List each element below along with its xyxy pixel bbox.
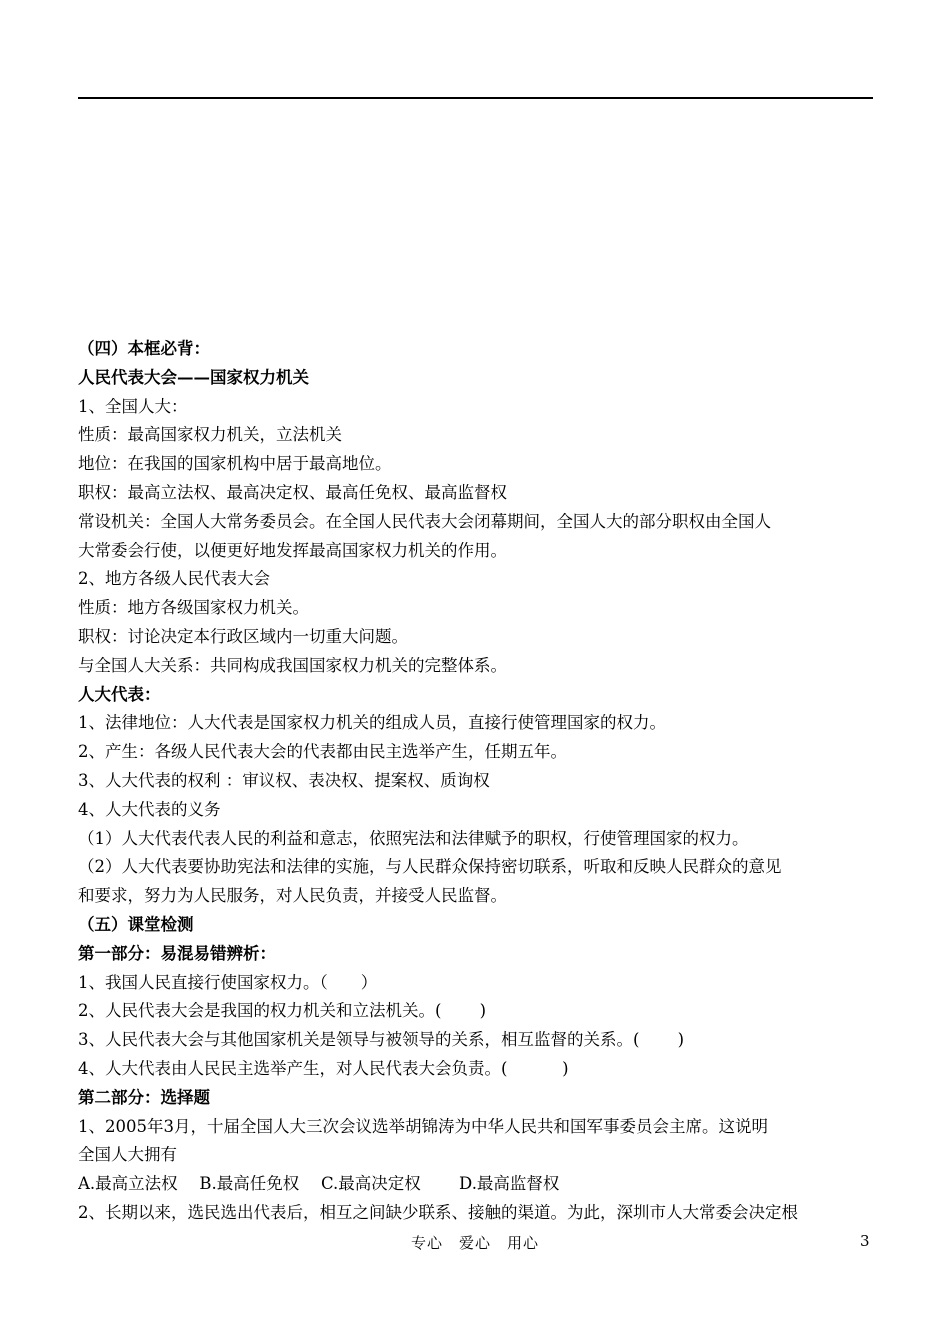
- text-line: 2、地方各级人民代表大会: [78, 569, 270, 589]
- text-line: 1、我国人民直接行使国家权力。（ ）: [78, 972, 378, 992]
- section-heading: （四）本框必背：: [78, 339, 210, 358]
- text-line: 3、人民代表大会与其他国家机关是领导与被领导的关系，相互监督的关系。( ): [78, 1030, 685, 1050]
- header-rule: [78, 97, 873, 99]
- text-line: 2、长期以来，选民选出代表后，相互之间缺少联系、接触的渠道。为此，深圳市人大常委会决定根: [78, 1202, 798, 1222]
- text-line: 性质：地方各级国家权力机关。: [78, 598, 309, 618]
- text-line: 全国人大拥有: [78, 1145, 177, 1165]
- text-line: 职权：讨论决定本行政区域内一切重大问题。: [78, 626, 408, 646]
- section-heading: 第一部分：易混易错辨析：: [78, 943, 276, 963]
- text-line: 职权：最高立法权、最高决定权、最高任免权、最高监督权: [78, 482, 507, 502]
- text-line: 3、人大代表的权利 ：审议权、表决权、提案权、质询权: [78, 770, 490, 790]
- text-line: 1、法律地位：人大代表是国家权力机关的组成人员，直接行使管理国家的权力。: [78, 713, 666, 733]
- section-heading: （五）课堂检测: [78, 914, 194, 934]
- page-number: 3: [860, 1232, 870, 1250]
- section-heading: 人民代表大会——国家权力机关: [78, 367, 309, 387]
- text-line: 大常委会行使，以便更好地发挥最高国家权力机关的作用。: [78, 540, 507, 560]
- text-line: 地位：在我国的国家机构中居于最高地位。: [78, 454, 392, 474]
- text-line: （2）人大代表要协助宪法和法律的实施，与人民群众保持密切联系，听取和反映人民群众的意见: [78, 857, 782, 877]
- text-line: 性质：最高国家权力机关，立法机关: [78, 425, 342, 445]
- section-heading: 第二部分：选择题: [78, 1087, 210, 1107]
- document-body: [78, 335, 873, 1228]
- text-line: 1、2005年3月，十届全国人大三次会议选举胡锦涛为中华人民共和国军事委员会主席。这说明: [78, 1116, 768, 1136]
- text-line: 常设机关：全国人大常务委员会。在全国人民代表大会闭幕期间，全国人大的部分职权由全国人: [78, 511, 771, 531]
- text-line: 2、产生：各级人民代表大会的代表都由民主选举产生，任期五年。: [78, 742, 567, 762]
- text-line: 4、人大代表的义务: [78, 799, 221, 819]
- section-heading: 人大代表：: [78, 684, 161, 704]
- text-line: 与全国人大关系：共同构成我国国家权力机关的完整体系。: [78, 655, 507, 675]
- text-line: 和要求，努力为人民服务，对人民负责，并接受人民监督。: [78, 886, 507, 906]
- text-line: A.最高立法权 B.最高任免权 C.最高决定权 D.最高监督权: [78, 1174, 560, 1194]
- text-line: 4、人大代表由人民民主选举产生，对人民代表大会负责。( ): [78, 1058, 569, 1078]
- text-line: 1、全国人大：: [78, 396, 188, 416]
- footer-motto: 专心 爱心 用心: [410, 1234, 539, 1252]
- text-line: （1）人大代表代表人民的利益和意志，依照宪法和法律赋予的职权，行使管理国家的权力。: [78, 828, 749, 848]
- text-line: 2、人民代表大会是我国的权力机关和立法机关。( ): [78, 1001, 487, 1021]
